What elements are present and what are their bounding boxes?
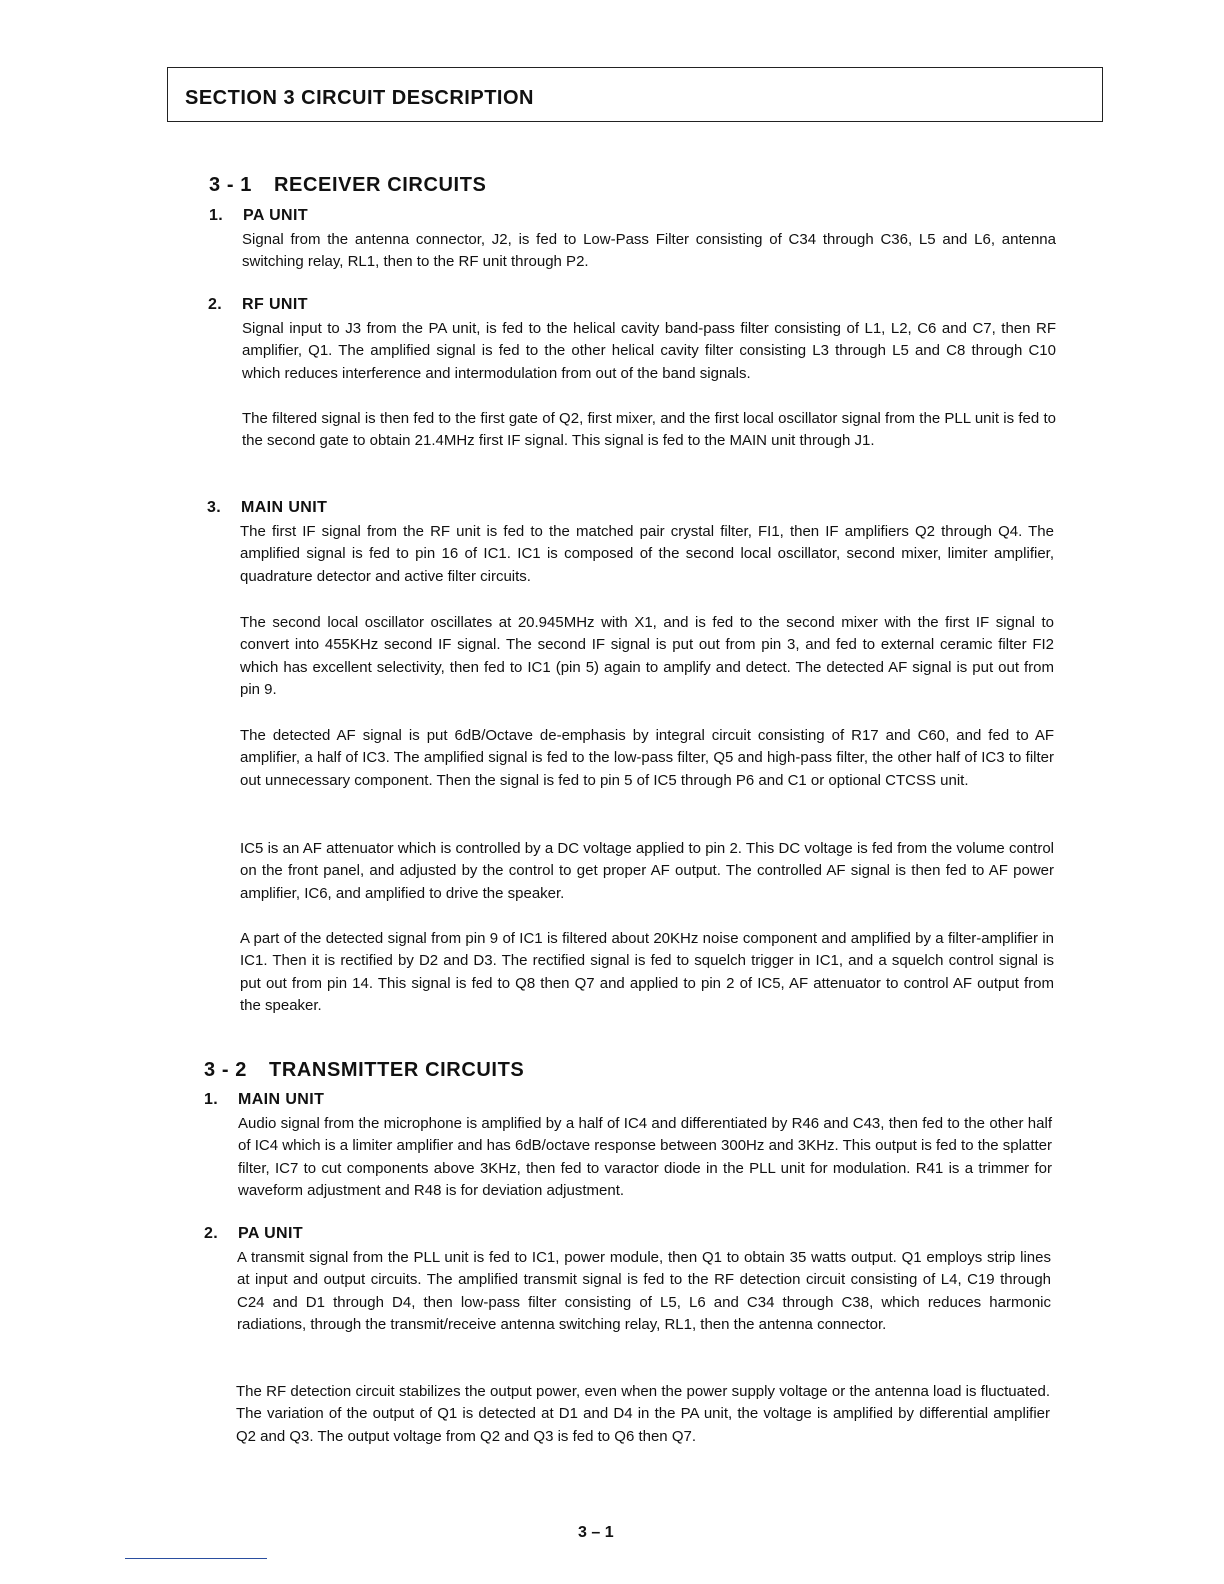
heading-number: 3 - 2	[204, 1059, 248, 1081]
paragraph: A part of the detected signal from pin 9 of IC1 is filtered about 20KHz noise component and amplified by a filter-amplifier in IC1. Then it is rectified by D2 and D3. The rectified signal is fed to squelch trigger in IC1, and a squelch control signal is put out from pin 14. This signal is fed to Q8 then Q7 and applied to pin 2 of IC5, AF attenuator to control AF output from the speaker.	[240, 930, 1054, 1014]
heading-transmitter-circuits	[204, 1059, 524, 1082]
paragraph: IC5 is an AF attenuator which is controlled by a DC voltage applied to pin 2. This DC voltage is fed from the volume control on the front panel, and adjusted by the control to get proper AF output. The controlled AF signal is then fed to AF power amplifier, IC6, and amplified to drive the speaker.	[240, 840, 1054, 902]
paragraph: The RF detection circuit stabilizes the output power, even when the power supply voltage or the antenna load is fluctuated. The variation of the output of Q1 is detected at D1 and D4 in the PA unit, the voltage is amplified by differential amplifier Q2 and Q3. The output voltage from Q2 and Q3 is fed to Q6 then Q7.	[236, 1383, 1050, 1445]
subheading-rx-pa-unit	[209, 207, 309, 225]
subheading-text: PA UNIT	[243, 207, 309, 224]
paragraph: Signal input to J3 from the PA unit, is fed to the helical cavity band-pass filter consisting of L1, L2, C6 and C7, then RF amplifier, Q1. The amplified signal is fed to the other helical cavity filter consisting L3 through L5 and C8 through C10 which reduces interference and intermodulation from out of the band signals.	[242, 320, 1056, 382]
subheading-number: 1.	[204, 1091, 219, 1108]
paragraph: The second local oscillator oscillates at 20.945MHz with X1, and is fed to the second mixer with the first IF signal to convert into 455KHz second IF signal. The second IF signal is put out from pin 3, and fed to external ceramic filter FI2 which has excellent selectivity, then fed to IC1 (pin 5) again to amplify and detect. The detected AF signal is put out from pin 9.	[240, 614, 1054, 698]
subheading-text: PA UNIT	[238, 1225, 304, 1242]
subheading-tx-pa-unit	[204, 1225, 304, 1243]
heading-text: TRANSMITTER CIRCUITS	[269, 1059, 525, 1081]
paragraph: The filtered signal is then fed to the first gate of Q2, first mixer, and the first local oscillator signal from the PLL unit is fed to the second gate to obtain 21.4MHz first IF signal. This signal is fed to the MAIN unit through J1.	[242, 410, 1056, 450]
paragraph: The detected AF signal is put 6dB/Octave de-emphasis by integral circuit consisting of R17 and C60, and fed to AF amplifier, a half of IC3. The amplified signal is fed to the low-pass filter, Q5 and high-pass filter, the other half of IC3 to filter out unnecessary component. Then the signal is fed to pin 5 of IC5 through P6 and C1 or optional CTCSS unit.	[240, 727, 1054, 789]
footer-rule	[125, 1558, 267, 1559]
section-title: SECTION 3 CIRCUIT DESCRIPTION	[185, 87, 534, 109]
heading-receiver-circuits	[209, 174, 486, 197]
section-header-box	[167, 67, 1103, 122]
paragraph: A transmit signal from the PLL unit is fed to IC1, power module, then Q1 to obtain 35 watts output. Q1 employs strip lines at input and output circuits. The amplified transmit signal is fed to the RF detection circuit consisting of L4, C19 through C24 and D1 through D4, then low-pass filter consisting of L5, L6 and C34 through C38, which reduces harmonic radiations, through the transmit/receive antenna switching relay, RL1, then the antenna connector.	[237, 1249, 1051, 1333]
subheading-text: MAIN UNIT	[241, 499, 328, 516]
subheading-number: 2.	[208, 296, 223, 313]
paragraph: Signal from the antenna connector, J2, is fed to Low-Pass Filter consisting of C34 through C36, L5 and L6, antenna switching relay, RL1, then to the RF unit through P2.	[242, 231, 1056, 271]
subheading-tx-main-unit	[204, 1091, 325, 1109]
subheading-number: 2.	[204, 1225, 219, 1242]
subheading-number: 1.	[209, 207, 224, 224]
page-number: 3 – 1	[578, 1524, 614, 1541]
heading-number: 3 - 1	[209, 174, 253, 196]
subheading-rx-rf-unit	[208, 296, 308, 314]
heading-text: RECEIVER CIRCUITS	[274, 174, 487, 196]
paragraph: Audio signal from the microphone is amplified by a half of IC4 and differentiated by R46 and C43, then fed to the other half of IC4 which is a limiter amplifier and has 6dB/octave response between 300Hz and 3KHz. This output is fed to the splatter filter, IC7 to cut components above 3KHz, then fed to varactor diode in the PLL unit for modulation. R41 is a trimmer for waveform adjustment and R48 is for deviation adjustment.	[238, 1115, 1052, 1199]
subheading-rx-main-unit	[207, 499, 328, 517]
subheading-text: MAIN UNIT	[238, 1091, 325, 1108]
subheading-number: 3.	[207, 499, 222, 516]
subheading-text: RF UNIT	[242, 296, 308, 313]
paragraph: The first IF signal from the RF unit is fed to the matched pair crystal filter, FI1, then IF amplifiers Q2 through Q4. The amplified signal is fed to pin 16 of IC1. IC1 is composed of the second local oscillator, second mixer, limiter amplifier, quadrature detector and active filter circuits.	[240, 523, 1054, 585]
